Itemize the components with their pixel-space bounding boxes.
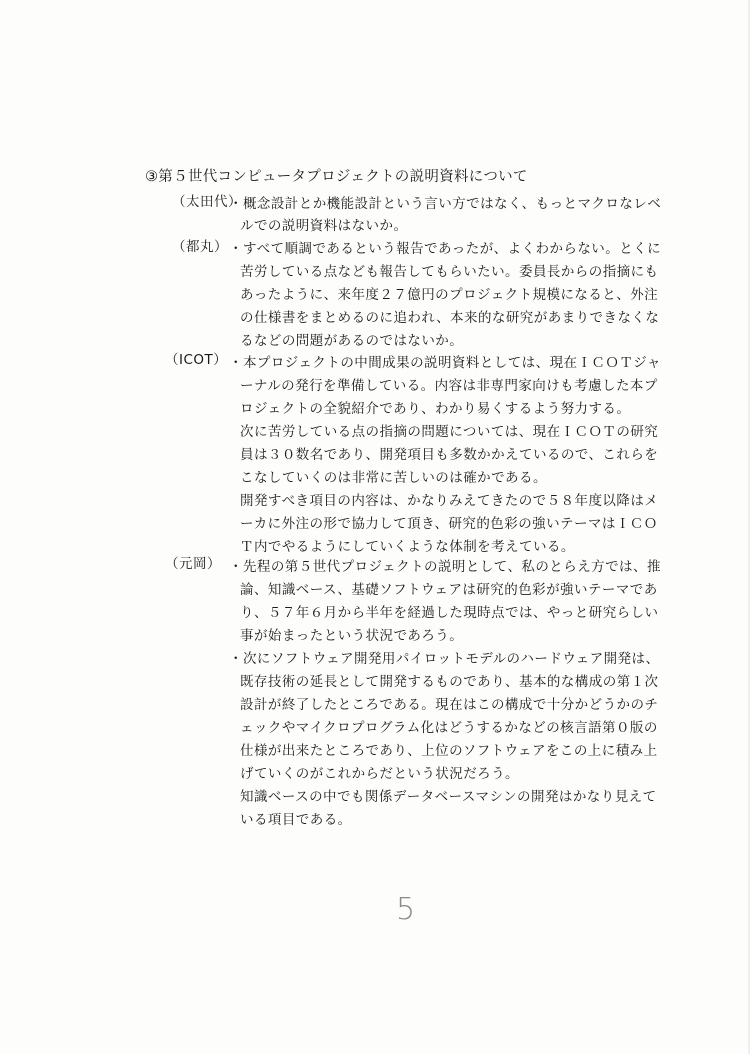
text-line: こなしていくのは非常に苦しいのは確かである。 [240,470,547,486]
speaker-label: （太田代） [172,194,242,210]
text-line: ・先程の第５世代プロジェクトの説明として、私のとらえ方では、推 [229,559,661,575]
text-line: ・概念設計とか機能設計という言い方ではなく、もっとマクロなレベ [229,196,662,212]
text-line: 設計が終了したところである。現在はこの構成で十分かどうかのチ [240,697,659,713]
text-line: あったように、来年度２７億円のプロジェクト規模になると、外注 [240,287,659,303]
text-line: 事が始まったという状況であろう。 [240,628,464,644]
text-line: 仕様が出来たところであり、上位のソフトウェアをこの上に積み上 [240,743,658,759]
text-line: いる項目である。 [240,812,352,828]
text-line: げていくのがこれからだという状況だろう。 [240,766,519,782]
page-number: 5 [396,892,416,927]
text-line: ロジェクトの全貌紹介であり、わかり易くするよう努力する。 [240,401,631,417]
text-line: の仕様書をまとめるのに追われ、本来的な研究があまりできなくな [240,310,660,326]
text-line: ・本プロジェクトの中間成果の説明資料としては、現在ＩＣＯＴジャ [229,355,661,371]
text-line: 既存技術の延長として開発するものであり、基本的な構成の第１次 [240,674,659,690]
text-line: ・次にソフトウェア開発用パイロットモデルのハードウェア開発は、 [229,651,660,667]
speaker-label: （元岡） [165,556,221,572]
section-heading: ③第５世代コンピュータプロジェクトの説明資料について [145,169,528,185]
text-line: 苦労している点なども報告してもらいたい。委員長からの指摘にも [240,264,659,280]
text-line: ーカに外注の形で協力して頂き、研究的色彩の強いテーマはＩＣＯ [240,516,658,532]
text-line: 次に苦労している点の指摘の問題については、現在ＩＣＯＴの研究 [240,424,659,440]
text-line: 開発すべき項目の内容は、かなりみえてきたので５８年度以降はメ [240,493,659,509]
text-line: 員は３０数名であり、開発項目も多数かかえているので、これらを [240,447,659,463]
text-line: ーナルの発行を準備している。内容は非専門家向けも考慮した本プ [240,378,658,394]
speaker-label: （都丸） [172,239,228,255]
text-line: 論、知識ベース、基礎ソフトウェアは研究的色彩が強いテーマであ [240,582,658,598]
text-line: ルでの説明資料はないか。 [240,218,408,234]
text-line: 知識ベースの中でも関係データベースマシンの開発はかなり見えて [240,789,657,805]
text-line: ェックやマイクロプログラム化はどうするかなどの核言語第０版の [240,720,658,736]
speaker-label: （ICOT） [165,352,228,368]
text-line: Ｔ内でやるようにしていくような体制を考えている。 [240,539,575,555]
text-line: るなどの問題があるのではないか。 [240,333,464,349]
text-line: ・すべて順調であるという報告であったが、よくわからない。とくに [229,241,662,257]
text-line: り、５７年６月から半年を経過した現時点では、やっと研究らしい [240,605,659,621]
